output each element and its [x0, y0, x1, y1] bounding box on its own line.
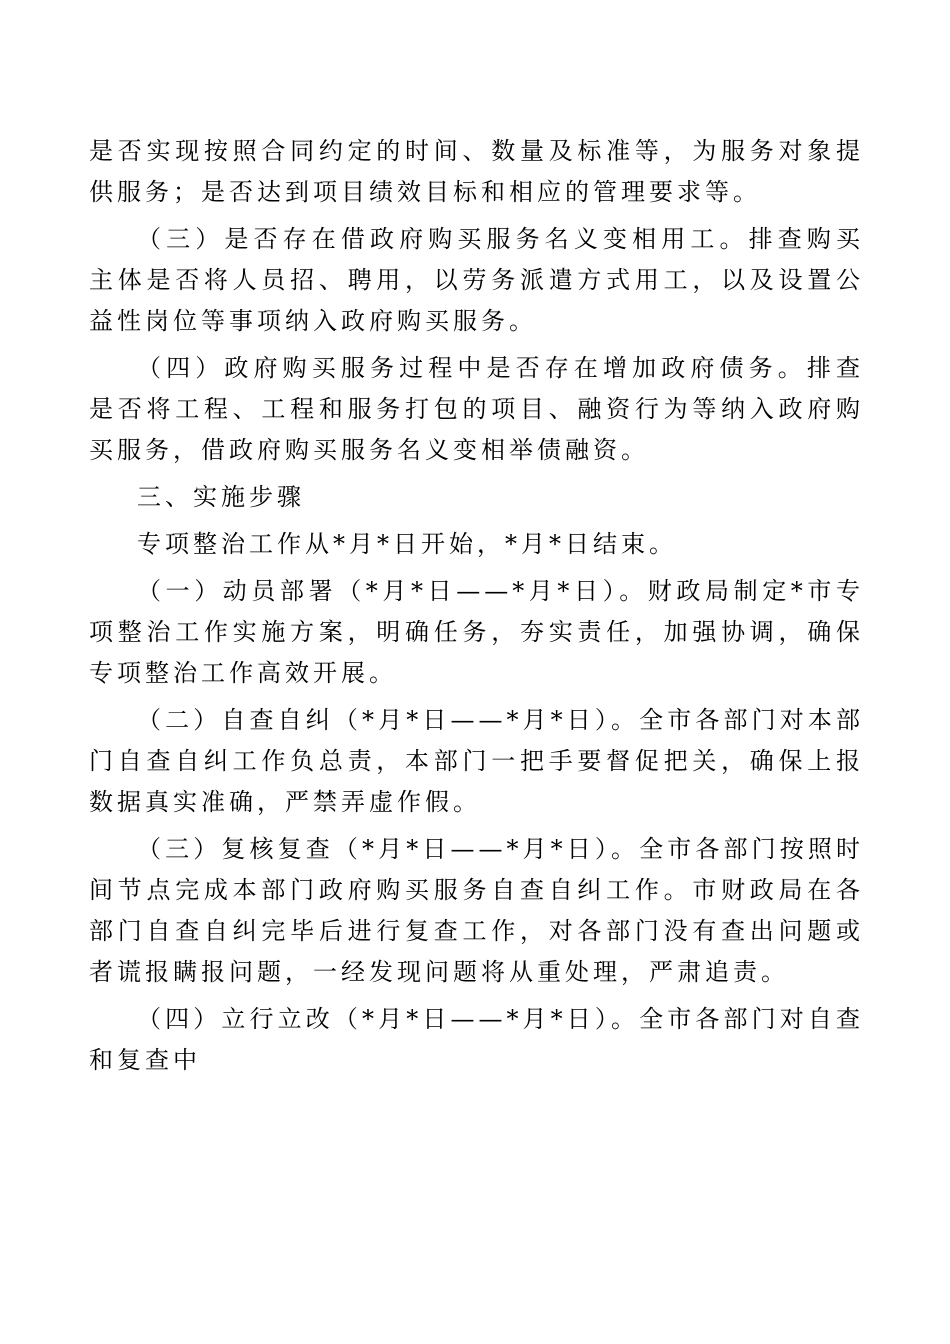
- paragraph-step-2-self-inspection: （二）自查自纠（*月*日——*月*日）。全市各部门对本部门自查自纠工作负总责，本部门一把手要督促把关，确保上报数据真实准确，严禁弄虚作假。: [89, 706, 864, 816]
- paragraph-schedule: 专项整治工作从*月*日开始，*月*日结束。: [137, 530, 677, 558]
- paragraph-item-4-government-debt: （四）政府购买服务过程中是否存在增加政府债务。排查是否将工程、工程和服务打包的项目、融资行为等纳入政府购买服务，借政府购买服务名义变相举债融资。: [89, 354, 864, 464]
- paragraph-item-3-disguised-employment: （三）是否存在借政府购买服务名义变相用工。排查购买主体是否将人员招、聘用，以劳务派遣方式用工，以及设置公益性岗位等事项纳入政府购买服务。: [89, 225, 864, 335]
- paragraph-continuation: 是否实现按照合同约定的时间、数量及标准等，为服务对象提供服务；是否达到项目绩效目标和相应的管理要求等。: [89, 137, 864, 206]
- paragraph-step-3-review: （三）复核复查（*月*日——*月*日）。全市各部门按照时间节点完成本部门政府购买服务自查自纠工作。市财政局在各部门自查自纠完毕后进行复查工作，对各部门没有查出问题或者谎报瞒报问题，一经发现问题将从重处理，严肃追责。: [89, 835, 864, 986]
- document-body: [89, 131, 864, 1087]
- paragraph-step-4-rectification: （四）立行立改（*月*日——*月*日）。全市各部门对自查和复查中: [89, 1005, 864, 1074]
- section-heading-implementation-steps: 三、实施步骤: [137, 483, 305, 511]
- paragraph-step-1-mobilization: （一）动员部署（*月*日——*月*日）。财政局制定*市专项整治工作实施方案，明确任务，夯实责任，加强协调，确保专项整治工作高效开展。: [89, 577, 864, 687]
